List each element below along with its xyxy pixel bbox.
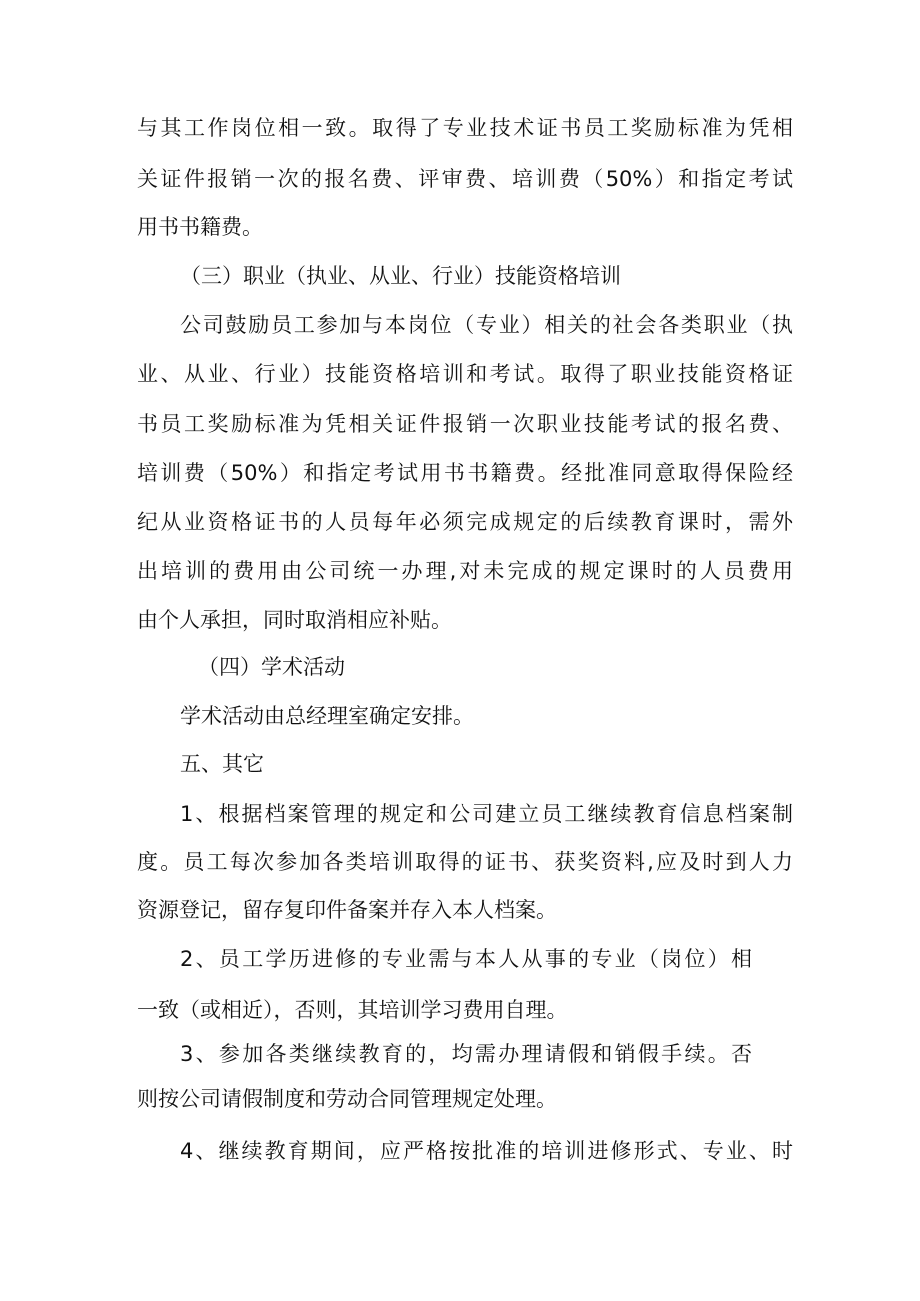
paragraph-line: 出培训的费用由公司统一办理,对未完成的规定课时的人员费用 xyxy=(137,559,793,583)
paragraph-line: 关证件报销一次的报名费、评审费、培训费（50%）和指定考试 xyxy=(137,167,793,191)
paragraph-line: 纪从业资格证书的人员每年必须完成规定的后续教育课时，需外 xyxy=(137,510,793,534)
paragraph-line: 1、根据档案管理的规定和公司建立员工继续教育信息档案制 xyxy=(180,802,793,826)
paragraph-line: 资源登记，留存复印件备案并存入本人档案。 xyxy=(137,898,557,922)
section-heading: （三）职业（执业、从业、行业）技能资格培训 xyxy=(180,264,621,288)
paragraph-line: 与其工作岗位相一致。取得了专业技术证书员工奖励标准为凭相 xyxy=(137,116,793,140)
paragraph-line: 则按公司请假制度和劳动合同管理规定处理。 xyxy=(137,1087,557,1111)
paragraph-line: 学术活动由总经理室确定安排。 xyxy=(180,704,474,728)
paragraph-line: 2、员工学历进修的专业需与本人从事的专业（岗位）相 xyxy=(180,947,752,971)
paragraph-line: 培训费（50%）和指定考试用书书籍费。经批准同意取得保险经 xyxy=(137,461,793,485)
paragraph-line: 由个人承担，同时取消相应补贴。 xyxy=(137,608,452,632)
paragraph-line: 业、从业、行业）技能资格培训和考试。取得了职业技能资格证 xyxy=(137,362,793,386)
paragraph-line: 一致（或相近），否则，其培训学习费用自理。 xyxy=(137,998,568,1022)
paragraph-line: 度。员工每次参加各类培训取得的证书、获奖资料,应及时到人力 xyxy=(137,850,793,874)
paragraph-line: 3、参加各类继续教育的，均需办理请假和销假手续。否 xyxy=(180,1042,752,1066)
paragraph-line: 用书书籍费。 xyxy=(137,215,263,239)
section-heading: （四）学术活动 xyxy=(198,655,345,679)
paragraph-line: 公司鼓励员工参加与本岗位（专业）相关的社会各类职业（执 xyxy=(180,313,793,337)
paragraph-line: 4、继续教育期间，应严格按批准的培训进修形式、专业、时 xyxy=(180,1139,793,1163)
section-heading: 五、其它 xyxy=(180,752,264,776)
paragraph-line: 书员工奖励标准为凭相关证件报销一次职业技能考试的报名费、 xyxy=(137,412,793,436)
